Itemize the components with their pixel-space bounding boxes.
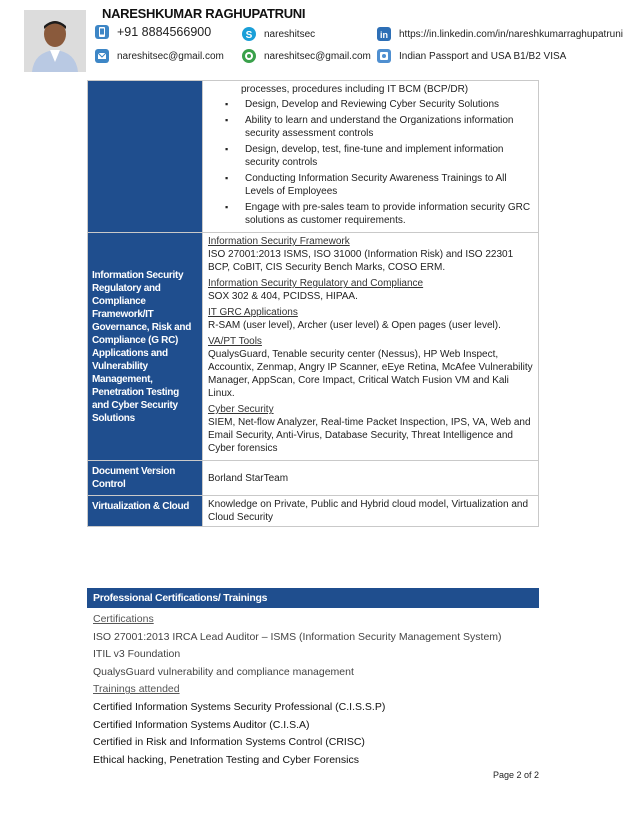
list-item: ▪ Design, develop, test, fine-tune and implement information security controls: [245, 143, 533, 169]
row-value: Knowledge on Private, Public and Hybrid cloud model, Virtualization and Cloud Security: [203, 496, 539, 527]
certifications-heading: Professional Certifications/ Trainings: [87, 588, 539, 608]
list-item: ▪ Ability to learn and understand the Organizations information security assessment controls: [245, 114, 533, 140]
list-item: Certified in Risk and Information Systems Control (CRISC): [93, 736, 365, 749]
list-item: ▪ Design, Develop and Reviewing Cyber Security Solutions: [245, 98, 533, 111]
list-item: Ethical hacking, Penetration Testing and Cyber Forensics: [93, 753, 359, 766]
certifications-list: [93, 611, 533, 769]
email-address-1[interactable]: nareshitsec@gmail.com: [117, 50, 224, 62]
mail-icon: [95, 49, 109, 63]
phone-contact: [95, 25, 211, 39]
passport-icon: [377, 49, 391, 63]
section-text: ISO 27001:2013 ISMS, ISO 31000 (Information Risk) and ISO 22301 BCP, CoBIT, CIS Security Bench Marks, COSO ERM.: [208, 249, 514, 273]
svg-text:in: in: [380, 30, 388, 40]
profile-photo: [24, 10, 86, 72]
row-label: Information Security Regulatory and Compliance Framework/IT Governance, Risk and Compliance (G RC) Applications and Vulnerability Management, Penetration Testing and Cyber Security Solutions: [88, 233, 203, 461]
skills-table: [87, 80, 539, 527]
certifications-subheading: Certifications: [93, 613, 154, 625]
phone-number: +91 8884566900: [117, 25, 212, 39]
section-heading: IT GRC Applications: [208, 307, 298, 318]
skype-id: nareshitsec: [264, 28, 316, 40]
section-heading: Information Security Regulatory and Compliance: [208, 278, 424, 289]
gmail-icon: [242, 49, 256, 63]
list-item: ISO 27001:2013 IRCA Lead Auditor – ISMS (Information Security Management System): [93, 630, 502, 643]
section-text: SOX 302 & 404, PCIDSS, HIPAA.: [208, 291, 358, 302]
resume-header: [0, 0, 638, 80]
row-label: Virtualization & Cloud: [88, 496, 203, 527]
candidate-name: NARESHKUMAR RAGHUPATRUNI: [102, 6, 306, 21]
framework-cell: [203, 233, 539, 461]
list-item: ITIL v3 Foundation: [93, 648, 181, 661]
passport-info: Indian Passport and USA B1/B2 VISA: [399, 50, 567, 62]
section-heading: Information Security Framework: [208, 236, 350, 247]
table-row: [88, 461, 539, 496]
row-label-empty: [88, 81, 203, 233]
section-text: SIEM, Net-flow Analyzer, Real-time Packet Inspection, IPS, VA, Web and Email Security, Anti-Virus, Database Security, Threat Intelligence and Cyber forensics: [208, 417, 531, 454]
email-contact-1: [95, 49, 224, 63]
row-value: Borland StarTeam: [203, 461, 539, 496]
list-item: ▪ Engage with pre-sales team to provide information security GRC solutions as customer requirements.: [245, 201, 533, 227]
linkedin-icon: [377, 27, 391, 41]
page-number: Page 2 of 2: [492, 770, 539, 780]
responsibilities-list: [208, 98, 533, 227]
list-item: QualysGuard vulnerability and compliance management: [93, 665, 354, 678]
svg-text:S: S: [245, 30, 253, 41]
linkedin-contact: [377, 27, 623, 41]
list-item: ▪ Conducting Information Security Awareness Trainings to All Levels of Employees: [245, 172, 533, 198]
section-text: QualysGuard, Tenable security center (Nessus), HP Web Inspect, Accountix, Zenmap, Angry IP Scanner, eEye Retina, McAfee Vulnerability Manager, AppScan, Core Impact, Critical Watch Fusion VM and Kali Linux.: [208, 349, 533, 399]
responsibilities-cell: [203, 81, 539, 233]
email-contact-2: [242, 49, 371, 63]
phone-icon: [95, 25, 109, 39]
list-item: Certified Information Systems Auditor (C.I.S.A): [93, 718, 310, 731]
continued-text: processes, procedures including IT BCM (BCP/DR): [241, 84, 469, 95]
table-row: [88, 81, 539, 233]
section-heading: Cyber Security: [208, 404, 274, 415]
section-text: R-SAM (user level), Archer (user level) & Open pages (user level).: [208, 320, 501, 331]
table-row: [88, 496, 539, 527]
email-address-2[interactable]: nareshitsec@gmail.com: [264, 50, 371, 62]
section-heading: VA/PT Tools: [208, 336, 262, 347]
trainings-subheading: Trainings attended: [93, 683, 180, 696]
table-row: [88, 233, 539, 461]
skype-contact: [242, 27, 315, 41]
linkedin-url[interactable]: https://in.linkedin.com/in/nareshkumarraghupatruni: [399, 28, 624, 40]
skype-icon: [242, 27, 256, 41]
list-item: Certified Information Systems Security Professional (C.I.S.S.P): [93, 700, 386, 713]
passport-contact: [377, 49, 566, 63]
row-label: Document Version Control: [88, 461, 203, 496]
